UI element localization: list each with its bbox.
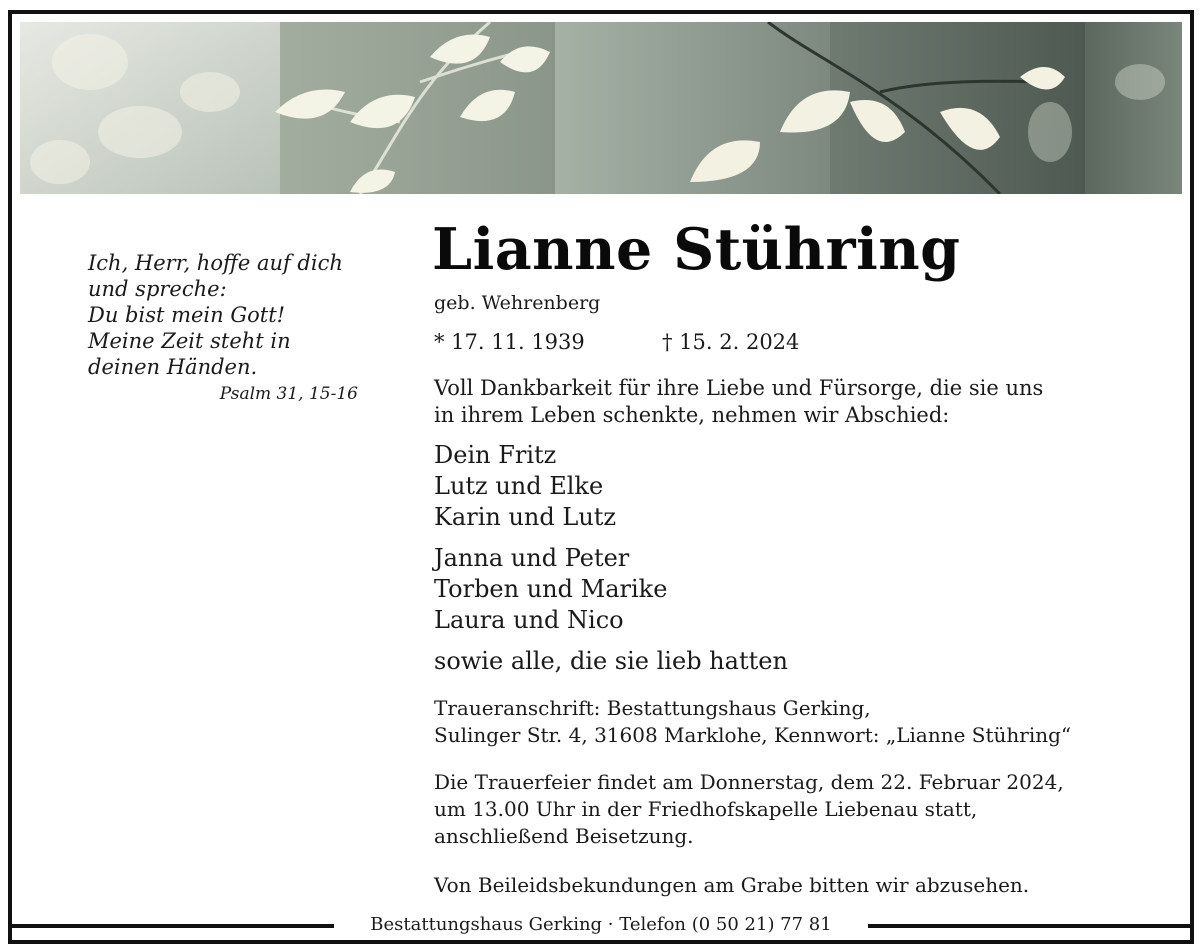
deceased-name: Lianne Stühring bbox=[432, 216, 961, 283]
ginkgo-leaves-banner-image bbox=[20, 22, 1182, 194]
intro-line: Voll Dankbarkeit für ihre Liebe und Fürsorge, die sie uns bbox=[434, 376, 1044, 400]
mourner-group-family bbox=[434, 440, 616, 533]
funeral-ceremony-info bbox=[434, 769, 1064, 850]
verse-line: und spreche: bbox=[88, 277, 227, 301]
verse-line: deinen Händen. bbox=[88, 355, 258, 379]
obituary-notice bbox=[8, 10, 1194, 944]
footer-rule-left bbox=[12, 924, 334, 928]
verse-line: Meine Zeit steht in bbox=[88, 329, 291, 353]
ceremony-line: anschließend Beisetzung. bbox=[434, 824, 694, 848]
footer-rule-right bbox=[868, 924, 1190, 928]
mourner-group-grandchildren bbox=[434, 543, 667, 636]
ginkgo-leaves-illustration bbox=[20, 22, 1182, 194]
ceremony-line: Die Trauerfeier findet am Donnerstag, dem 22. Februar 2024, bbox=[434, 770, 1064, 794]
intro-line: in ihrem Leben schenkte, nehmen wir Abschied: bbox=[434, 403, 950, 427]
address-line: Traueranschrift: Bestattungshaus Gerking, bbox=[434, 696, 871, 720]
bible-verse bbox=[88, 250, 388, 380]
maiden-name: geb. Wehrenberg bbox=[434, 292, 601, 314]
mourning-address bbox=[434, 695, 1071, 749]
verse-line: Ich, Herr, hoffe auf dich bbox=[88, 251, 343, 275]
farewell-intro bbox=[434, 375, 1043, 429]
mourner-name: Torben und Marike bbox=[434, 575, 668, 603]
footer bbox=[12, 912, 1190, 942]
funeral-home-contact: Bestattungshaus Gerking · Telefon (0 50 21) 77 81 bbox=[370, 914, 832, 935]
mourner-name: Dein Fritz bbox=[434, 441, 557, 469]
verse-line: Du bist mein Gott! bbox=[88, 303, 286, 327]
verse-source: Psalm 31, 15-16 bbox=[219, 384, 358, 404]
address-line: Sulinger Str. 4, 31608 Marklohe, Kennwort: „Lianne Stühring“ bbox=[434, 723, 1072, 747]
mourner-name: Lutz und Elke bbox=[434, 472, 604, 500]
life-dates bbox=[434, 330, 800, 354]
ceremony-line: um 13.00 Uhr in der Friedhofskapelle Liebenau statt, bbox=[434, 797, 978, 821]
mourner-name: Laura und Nico bbox=[434, 606, 624, 634]
condolence-note: Von Beileidsbekundungen am Grabe bitten wir abzusehen. bbox=[434, 873, 1030, 897]
birth-date: * 17. 11. 1939 bbox=[434, 330, 585, 354]
mourners-closing: sowie alle, die sie lieb hatten bbox=[434, 647, 788, 675]
death-date: † 15. 2. 2024 bbox=[662, 330, 800, 354]
mourner-name: Janna und Peter bbox=[434, 544, 630, 572]
mourner-name: Karin und Lutz bbox=[434, 503, 617, 531]
